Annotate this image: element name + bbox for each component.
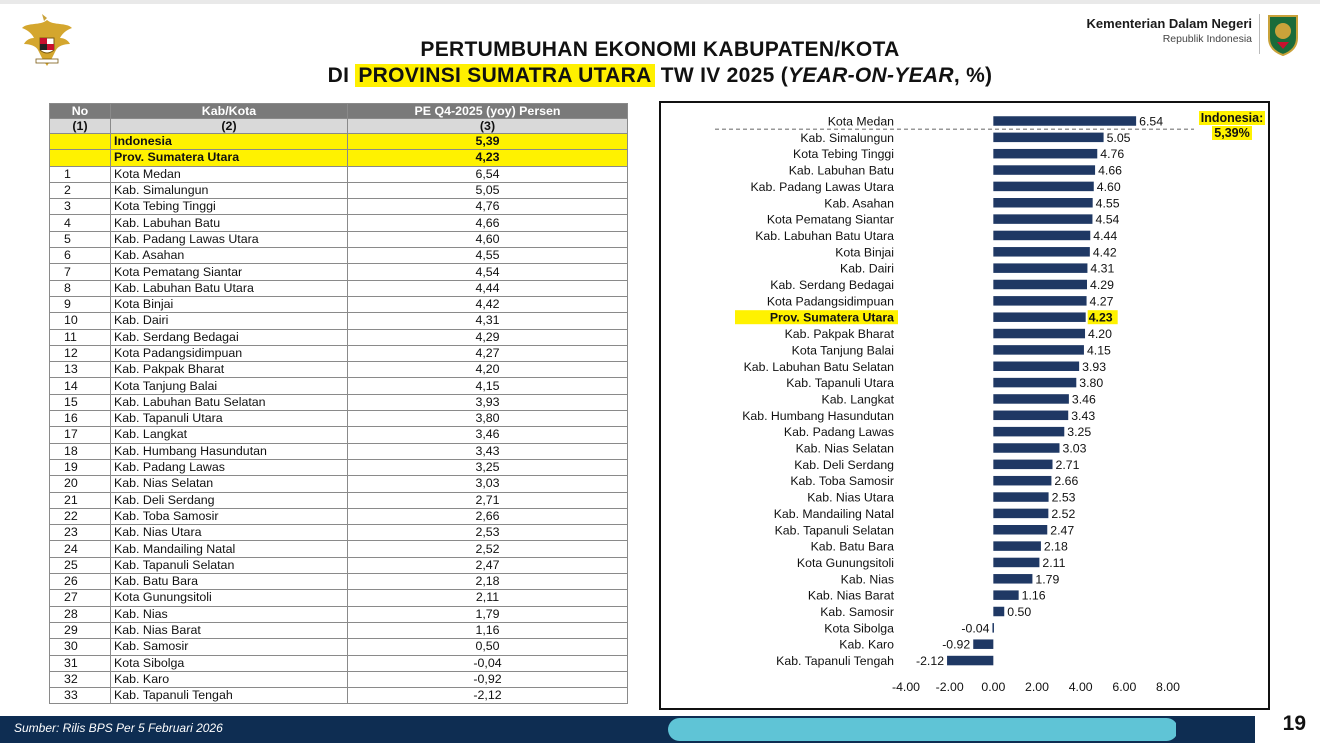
- x-tick-label: -2.00: [935, 680, 964, 694]
- category-label: Kab. Mandailing Natal: [773, 506, 894, 521]
- bar: [993, 541, 1041, 551]
- table-row: [50, 525, 628, 541]
- cell-value: 4,27: [348, 345, 628, 361]
- bar: [993, 149, 1097, 159]
- cell-no: 13: [50, 362, 111, 378]
- cell-no: 32: [50, 671, 111, 687]
- bar: [992, 623, 994, 633]
- category-label: Kota Gunungsitoli: [796, 555, 894, 570]
- footer-cap: [1176, 716, 1250, 743]
- bar: [993, 296, 1086, 306]
- category-label: Kab. Padang Lawas Utara: [750, 179, 894, 194]
- data-label: 3.03: [1062, 441, 1087, 456]
- row-value: 4,23: [348, 150, 628, 166]
- cell-no: 6: [50, 248, 111, 264]
- cell-no: 20: [50, 476, 111, 492]
- cell-name: Kota Tanjung Balai: [111, 378, 348, 394]
- data-label: 4.20: [1088, 327, 1112, 342]
- cell-no: 4: [50, 215, 111, 231]
- cell-name: Kab. Padang Lawas: [111, 459, 348, 475]
- cell-name: Kab. Padang Lawas Utara: [111, 231, 348, 247]
- subheader-value: (3): [348, 119, 628, 134]
- x-tick-label: 8.00: [1156, 680, 1180, 694]
- cell-name: Kab. Nias: [111, 606, 348, 622]
- cell-no: 31: [50, 655, 111, 671]
- cell-value: 2,11: [348, 590, 628, 606]
- data-label: 4.66: [1098, 163, 1123, 178]
- bar: [993, 476, 1051, 486]
- data-label: 4.29: [1089, 278, 1114, 292]
- table-row: [50, 459, 628, 475]
- data-label: 2.18: [1043, 539, 1068, 554]
- data-label: 6.54: [1139, 114, 1164, 129]
- indonesia-reference-label: [1190, 111, 1274, 141]
- cell-value: 6,54: [348, 166, 628, 182]
- cell-value: 1,79: [348, 606, 628, 622]
- bar: [993, 133, 1103, 143]
- x-tick-label: 2.00: [1025, 680, 1049, 694]
- bar: [993, 411, 1068, 421]
- cell-value: 4,76: [348, 199, 628, 215]
- bar: [993, 590, 1018, 600]
- source-note: Sumber: Rilis BPS Per 5 Februari 2026: [14, 721, 223, 735]
- reference-label-line2: 5,39%: [1214, 126, 1250, 140]
- cell-value: 4,42: [348, 296, 628, 312]
- data-label: 3.43: [1071, 408, 1096, 423]
- data-label: 3.25: [1067, 425, 1092, 440]
- row-name: Prov. Sumatera Utara: [111, 150, 348, 166]
- bar: [993, 362, 1079, 372]
- table-subheader-row: [50, 119, 628, 134]
- data-label: 5.05: [1106, 130, 1131, 145]
- cell-value: 2,52: [348, 541, 628, 557]
- bar: [973, 639, 993, 649]
- cell-no: 11: [50, 329, 111, 345]
- table-row: [50, 329, 628, 345]
- cell-no: 14: [50, 378, 111, 394]
- table-row: [50, 508, 628, 524]
- data-label: -2.12: [916, 654, 945, 669]
- cell-no: 9: [50, 296, 111, 312]
- category-label: Kota Sibolga: [824, 621, 894, 636]
- data-label: 3.80: [1079, 376, 1104, 391]
- title-line2-italic: YEAR-ON-YEAR: [788, 64, 954, 87]
- cell-name: Kab. Tapanuli Utara: [111, 411, 348, 427]
- category-label: Kab. Batu Bara: [810, 539, 894, 554]
- bar: [993, 378, 1076, 388]
- cell-value: 3,43: [348, 443, 628, 459]
- cell-no: 17: [50, 427, 111, 443]
- row-name: Indonesia: [111, 134, 348, 150]
- table-row: [50, 394, 628, 410]
- category-label: Kab. Nias Barat: [807, 588, 894, 603]
- data-label: 4.60: [1096, 179, 1121, 194]
- top-border: [0, 0, 1320, 4]
- cell-name: Kota Medan: [111, 166, 348, 182]
- table-header-row: [50, 104, 628, 119]
- data-label: 4.23: [1088, 310, 1113, 325]
- bar: [993, 574, 1032, 584]
- table-row: [50, 557, 628, 573]
- category-label: Kab. Serdang Bedagai: [770, 278, 894, 292]
- category-label: Prov. Sumatera Utara: [769, 310, 894, 325]
- data-label: 4.15: [1086, 343, 1111, 358]
- row-no-empty: [50, 134, 111, 150]
- cell-no: 24: [50, 541, 111, 557]
- title-line2-post: , %): [953, 64, 993, 87]
- bar: [993, 345, 1084, 355]
- category-label: Kota Binjai: [835, 245, 894, 260]
- data-label: 2.53: [1051, 490, 1076, 505]
- x-tick-label: 6.00: [1112, 680, 1137, 694]
- data-label: 3.93: [1082, 359, 1107, 374]
- cell-name: Kab. Nias Barat: [111, 622, 348, 638]
- data-label: 4.44: [1093, 228, 1118, 243]
- cell-no: 30: [50, 639, 111, 655]
- table-row: [50, 345, 628, 361]
- category-label: Kota Pematang Siantar: [766, 212, 894, 227]
- data-label: 1.79: [1035, 572, 1060, 587]
- cell-no: 10: [50, 313, 111, 329]
- table-row: [50, 280, 628, 296]
- category-label: Kota Padangsidimpuan: [766, 294, 894, 309]
- table-row: [50, 199, 628, 215]
- category-label: Kab. Langkat: [821, 392, 894, 407]
- cell-no: 19: [50, 459, 111, 475]
- cell-value: 4,15: [348, 378, 628, 394]
- cell-name: Kab. Simalungun: [111, 182, 348, 198]
- table-row-indonesia: [50, 134, 628, 150]
- bar: [993, 280, 1087, 290]
- table-row: [50, 248, 628, 264]
- cell-value: 3,03: [348, 476, 628, 492]
- bar: [993, 231, 1090, 241]
- cell-no: 1: [50, 166, 111, 182]
- reference-label-line1: Indonesia:: [1200, 111, 1264, 125]
- cell-no: 18: [50, 443, 111, 459]
- cell-name: Kab. Labuhan Batu: [111, 215, 348, 231]
- bar: [993, 214, 1092, 224]
- bar: [993, 182, 1093, 192]
- cell-name: Kab. Dairi: [111, 313, 348, 329]
- cell-no: 33: [50, 688, 111, 704]
- category-label: Kab. Tapanuli Tengah: [776, 654, 894, 669]
- cell-name: Kota Pematang Siantar: [111, 264, 348, 280]
- cell-no: 21: [50, 492, 111, 508]
- category-label: Kab. Nias Selatan: [795, 441, 894, 456]
- cell-name: Kab. Samosir: [111, 639, 348, 655]
- cell-no: 27: [50, 590, 111, 606]
- cell-name: Kab. Langkat: [111, 427, 348, 443]
- category-label: Kab. Simalungun: [800, 130, 894, 145]
- cell-value: 2,18: [348, 574, 628, 590]
- cell-value: 1,16: [348, 622, 628, 638]
- data-label: 2.52: [1051, 506, 1076, 521]
- cell-name: Kota Padangsidimpuan: [111, 345, 348, 361]
- cell-name: Kab. Toba Samosir: [111, 508, 348, 524]
- data-label: 2.66: [1054, 474, 1079, 489]
- cell-value: 2,66: [348, 508, 628, 524]
- table-row: [50, 639, 628, 655]
- cell-no: 3: [50, 199, 111, 215]
- cell-value: 4,55: [348, 248, 628, 264]
- table-row: [50, 671, 628, 687]
- category-label: Kota Medan: [827, 114, 894, 129]
- data-label: -0.92: [942, 637, 971, 652]
- category-label: Kota Tanjung Balai: [791, 343, 894, 358]
- cell-value: 2,71: [348, 492, 628, 508]
- header-no: No: [50, 104, 111, 119]
- category-label: Kab. Labuhan Batu: [788, 163, 894, 178]
- cell-no: 7: [50, 264, 111, 280]
- data-label: 4.54: [1095, 212, 1120, 227]
- cell-value: 3,80: [348, 411, 628, 427]
- data-label: 4.31: [1090, 261, 1115, 276]
- category-label: Kab. Padang Lawas: [783, 425, 894, 440]
- cell-no: 15: [50, 394, 111, 410]
- title-line2-pre: DI: [327, 64, 356, 87]
- subheader-no: (1): [50, 119, 111, 134]
- table-row: [50, 443, 628, 459]
- cell-name: Kab. Karo: [111, 671, 348, 687]
- table-row: [50, 313, 628, 329]
- table-row: [50, 574, 628, 590]
- bar: [993, 525, 1047, 535]
- x-tick-label: -4.00: [891, 680, 921, 694]
- category-label: Kab. Labuhan Batu Selatan: [743, 359, 894, 374]
- page-number: 19: [1282, 712, 1306, 735]
- data-label: 2.11: [1042, 555, 1066, 570]
- table-row: [50, 166, 628, 182]
- table-row: [50, 296, 628, 312]
- table-row: [50, 182, 628, 198]
- cell-value: 4,44: [348, 280, 628, 296]
- row-value: 5,39: [348, 134, 628, 150]
- cell-value: -0,04: [348, 655, 628, 671]
- ministry-name: Kementerian Dalam Negeri: [1086, 16, 1252, 31]
- table-row: [50, 541, 628, 557]
- data-label: 1.16: [1021, 588, 1046, 603]
- cell-value: 4,29: [348, 329, 628, 345]
- category-label: Kab. Karo: [839, 637, 894, 652]
- table-row: [50, 231, 628, 247]
- cell-value: 0,50: [348, 639, 628, 655]
- cell-value: 5,05: [348, 182, 628, 198]
- category-label: Kab. Labuhan Batu Utara: [755, 228, 894, 243]
- cell-name: Kab. Serdang Bedagai: [111, 329, 348, 345]
- table-row-province: [50, 150, 628, 166]
- cell-value: 4,31: [348, 313, 628, 329]
- category-label: Kab. Deli Serdang: [794, 457, 894, 472]
- cell-name: Kab. Nias Selatan: [111, 476, 348, 492]
- cell-no: 12: [50, 345, 111, 361]
- bar: [993, 329, 1085, 339]
- category-label: Kab. Nias: [840, 572, 894, 587]
- category-label: Kab. Asahan: [824, 196, 894, 211]
- category-label: Kab. Dairi: [840, 261, 894, 276]
- table-row: [50, 264, 628, 280]
- data-label: 4.27: [1089, 294, 1114, 309]
- table-row: [50, 622, 628, 638]
- title-line2-highlight: PROVINSI SUMATRA UTARA: [355, 64, 654, 87]
- category-label: Kab. Humbang Hasundutan: [742, 408, 894, 423]
- cell-name: Kab. Pakpak Bharat: [111, 362, 348, 378]
- category-label: Kota Tebing Tinggi: [793, 147, 894, 162]
- cell-name: Kota Sibolga: [111, 655, 348, 671]
- cell-value: 4,20: [348, 362, 628, 378]
- bar: [947, 656, 993, 666]
- page-title-line1: [0, 38, 1320, 62]
- category-label: Kab. Tapanuli Utara: [786, 376, 894, 391]
- bar: [993, 312, 1085, 322]
- header-value: PE Q4-2025 (yoy) Persen: [348, 104, 628, 119]
- cell-name: Kab. Labuhan Batu Utara: [111, 280, 348, 296]
- cell-no: 8: [50, 280, 111, 296]
- growth-bar-chart: [659, 101, 1270, 710]
- data-label: 2.47: [1050, 523, 1075, 538]
- cell-name: Kab. Tapanuli Tengah: [111, 688, 348, 704]
- bar: [993, 427, 1064, 437]
- category-label: Kab. Samosir: [820, 605, 894, 619]
- cell-name: Kab. Mandailing Natal: [111, 541, 348, 557]
- cell-value: 2,53: [348, 525, 628, 541]
- title-line2-mid: TW IV 2025 (: [654, 64, 789, 87]
- cell-no: 2: [50, 182, 111, 198]
- cell-name: Kota Gunungsitoli: [111, 590, 348, 606]
- cell-no: 25: [50, 557, 111, 573]
- x-tick-label: 4.00: [1068, 680, 1093, 694]
- bar: [993, 460, 1052, 470]
- table-row: [50, 476, 628, 492]
- cell-name: Kota Tebing Tinggi: [111, 199, 348, 215]
- bar: [993, 394, 1069, 404]
- data-label: 0.50: [1007, 605, 1032, 619]
- table-row: [50, 492, 628, 508]
- row-no-empty: [50, 150, 111, 166]
- data-label: 3.46: [1071, 392, 1096, 407]
- cell-no: 23: [50, 525, 111, 541]
- data-label: 4.55: [1095, 196, 1120, 211]
- bar: [993, 198, 1092, 208]
- table-row: [50, 411, 628, 427]
- cell-name: Kota Binjai: [111, 296, 348, 312]
- table-row: [50, 606, 628, 622]
- bar: [993, 247, 1090, 256]
- cell-name: Kab. Batu Bara: [111, 574, 348, 590]
- data-label: -0.04: [961, 621, 990, 636]
- cell-name: Kab. Humbang Hasundutan: [111, 443, 348, 459]
- subheader-name: (2): [111, 119, 348, 134]
- bar: [993, 165, 1095, 175]
- header-name: Kab/Kota: [111, 104, 348, 119]
- cell-value: 2,47: [348, 557, 628, 573]
- cell-value: 4,60: [348, 231, 628, 247]
- category-label: Kab. Toba Samosir: [790, 474, 894, 489]
- cell-no: 16: [50, 411, 111, 427]
- cell-value: 3,46: [348, 427, 628, 443]
- title-line1-text: PERTUMBUHAN EKONOMI KABUPATEN/KOTA: [420, 38, 900, 61]
- table-row: [50, 378, 628, 394]
- category-label: Kab. Pakpak Bharat: [784, 327, 894, 342]
- table-row: [50, 590, 628, 606]
- bar: [993, 492, 1048, 502]
- table-row: [50, 215, 628, 231]
- cell-name: Kab. Nias Utara: [111, 525, 348, 541]
- growth-table: [49, 103, 628, 704]
- x-tick-label: 0.00: [981, 680, 1006, 694]
- data-label: 4.42: [1092, 245, 1117, 260]
- page-title-line2: [0, 64, 1320, 88]
- bar: [993, 116, 1136, 126]
- cell-name: Kab. Labuhan Batu Selatan: [111, 394, 348, 410]
- bar: [993, 558, 1039, 568]
- cell-name: Kab. Asahan: [111, 248, 348, 264]
- table-row: [50, 688, 628, 704]
- cell-no: 28: [50, 606, 111, 622]
- cell-no: 22: [50, 508, 111, 524]
- cell-value: 3,25: [348, 459, 628, 475]
- bar: [993, 263, 1087, 273]
- table-row: [50, 362, 628, 378]
- ministry-subtitle: Republik Indonesia: [1162, 33, 1252, 45]
- cell-value: 3,93: [348, 394, 628, 410]
- cell-value: 4,54: [348, 264, 628, 280]
- category-label: Kab. Tapanuli Selatan: [774, 523, 894, 538]
- cell-value: -0,92: [348, 671, 628, 687]
- bar: [993, 509, 1048, 519]
- table-row: [50, 427, 628, 443]
- bar: [993, 443, 1059, 453]
- table-row: [50, 655, 628, 671]
- cell-name: Kab. Deli Serdang: [111, 492, 348, 508]
- category-label: Kab. Nias Utara: [807, 490, 894, 505]
- cell-no: 5: [50, 231, 111, 247]
- bar: [993, 607, 1004, 617]
- cell-value: 4,66: [348, 215, 628, 231]
- cell-value: -2,12: [348, 688, 628, 704]
- cell-no: 29: [50, 622, 111, 638]
- cell-name: Kab. Tapanuli Selatan: [111, 557, 348, 573]
- data-label: 4.76: [1100, 147, 1125, 162]
- footer-accent-pill: [668, 718, 1178, 741]
- data-label: 2.71: [1055, 457, 1080, 472]
- cell-no: 26: [50, 574, 111, 590]
